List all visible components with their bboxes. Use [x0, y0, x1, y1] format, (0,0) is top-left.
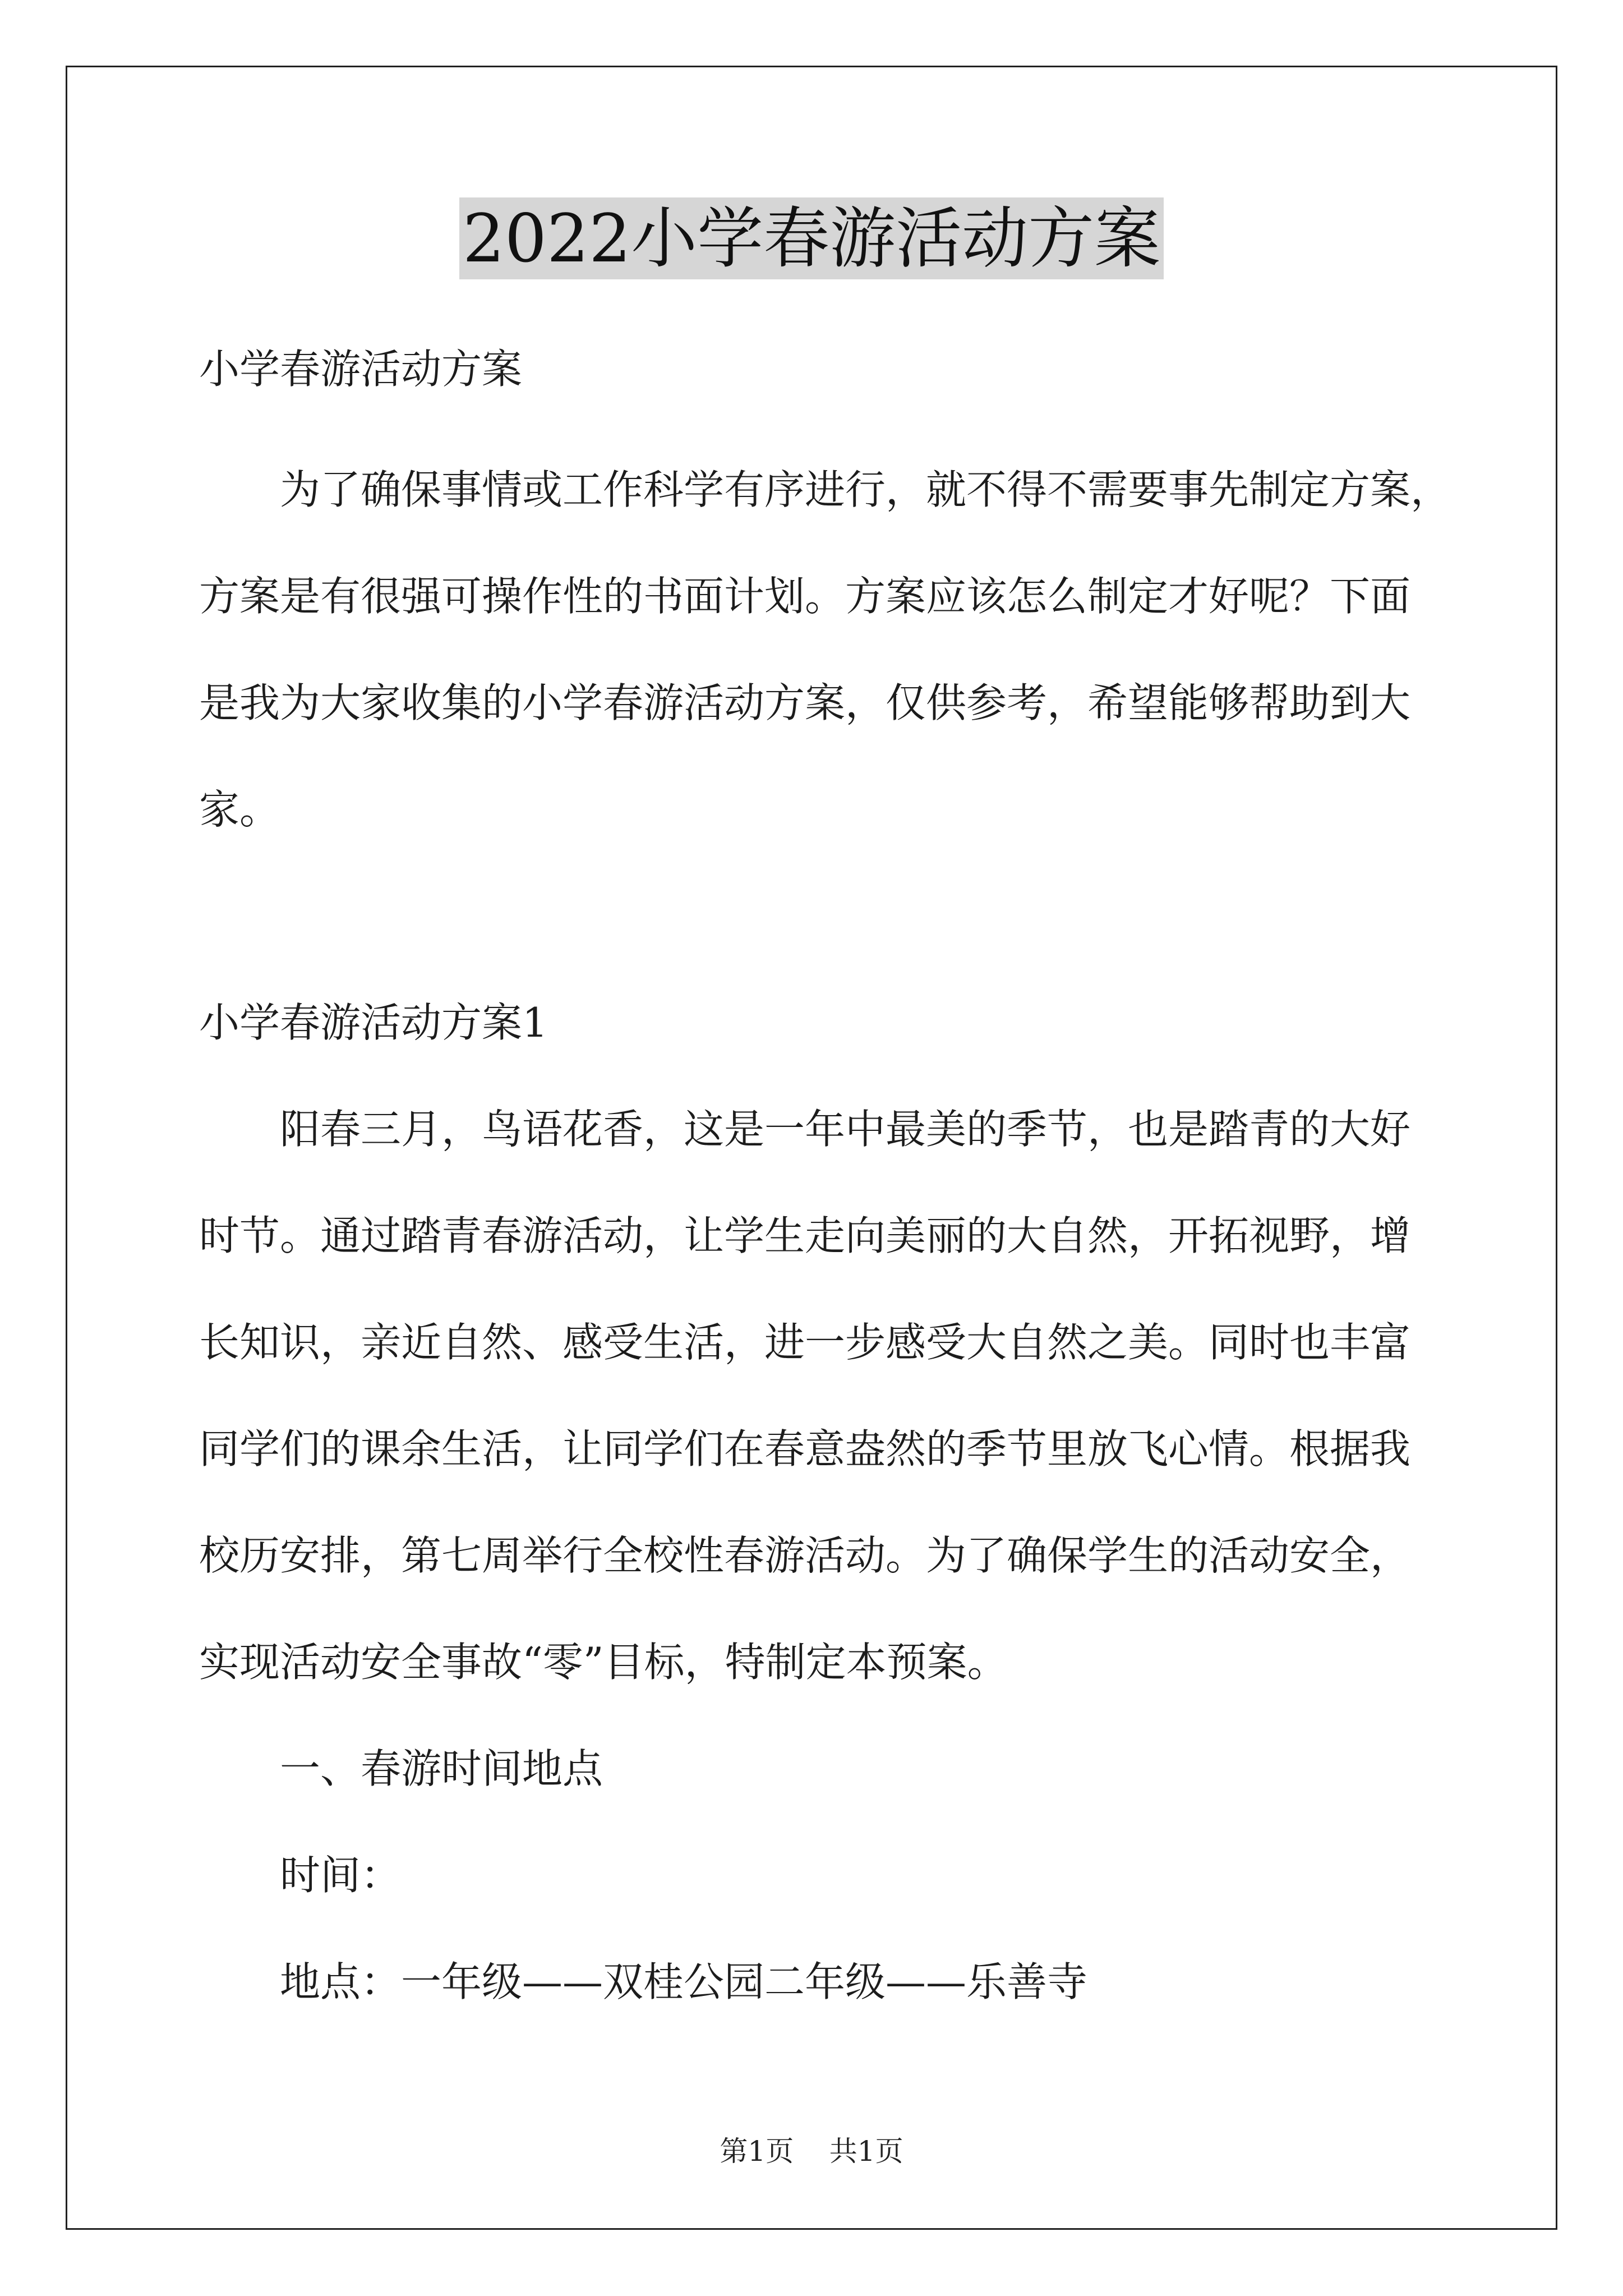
body-line: 实现活动安全事故“零”目标，特制定本预案。 — [199, 1639, 1008, 1686]
section-heading: 小学春游活动方案1 — [199, 999, 548, 1046]
body-line: 长知识，亲近自然、感受生活，进一步感受大自然之美。同时也丰富 — [199, 1319, 1411, 1366]
page-footer — [0, 2132, 1623, 2171]
location-line: 地点：一年级——双桂公园二年级——乐善寺 — [280, 1958, 1088, 2005]
intro-line: 为了确保事情或工作科学有序进行，就不得不需要事先制定方案， — [280, 466, 1451, 513]
page-number-current: 第1页 — [720, 2135, 794, 2168]
body-line: 时节。通过踏青春游活动，让学生走向美丽的大自然，开拓视野，增 — [199, 1212, 1411, 1259]
time-label: 时间： — [280, 1852, 402, 1899]
body-line: 阳春三月，鸟语花香，这是一年中最美的季节，也是踏青的大好 — [280, 1106, 1411, 1153]
body-line: 校历安排，第七周举行全校性春游活动。为了确保学生的活动安全， — [199, 1532, 1411, 1579]
intro-line: 是我为大家收集的小学春游活动方案，仅供参考，希望能够帮助到大 — [199, 679, 1411, 726]
item-heading: 一、春游时间地点 — [280, 1745, 603, 1792]
title-wrapper — [0, 197, 1623, 279]
document-subtitle: 小学春游活动方案 — [199, 346, 523, 393]
document-title: 2022小学春游活动方案 — [459, 197, 1164, 279]
body-line: 同学们的课余生活，让同学们在春意盎然的季节里放飞心情。根据我 — [199, 1425, 1411, 1473]
intro-line: 家。 — [199, 786, 280, 833]
page-number-total: 共1页 — [829, 2135, 903, 2168]
intro-line: 方案是有很强可操作性的书面计划。方案应该怎么制定才好呢？下面 — [199, 573, 1411, 620]
